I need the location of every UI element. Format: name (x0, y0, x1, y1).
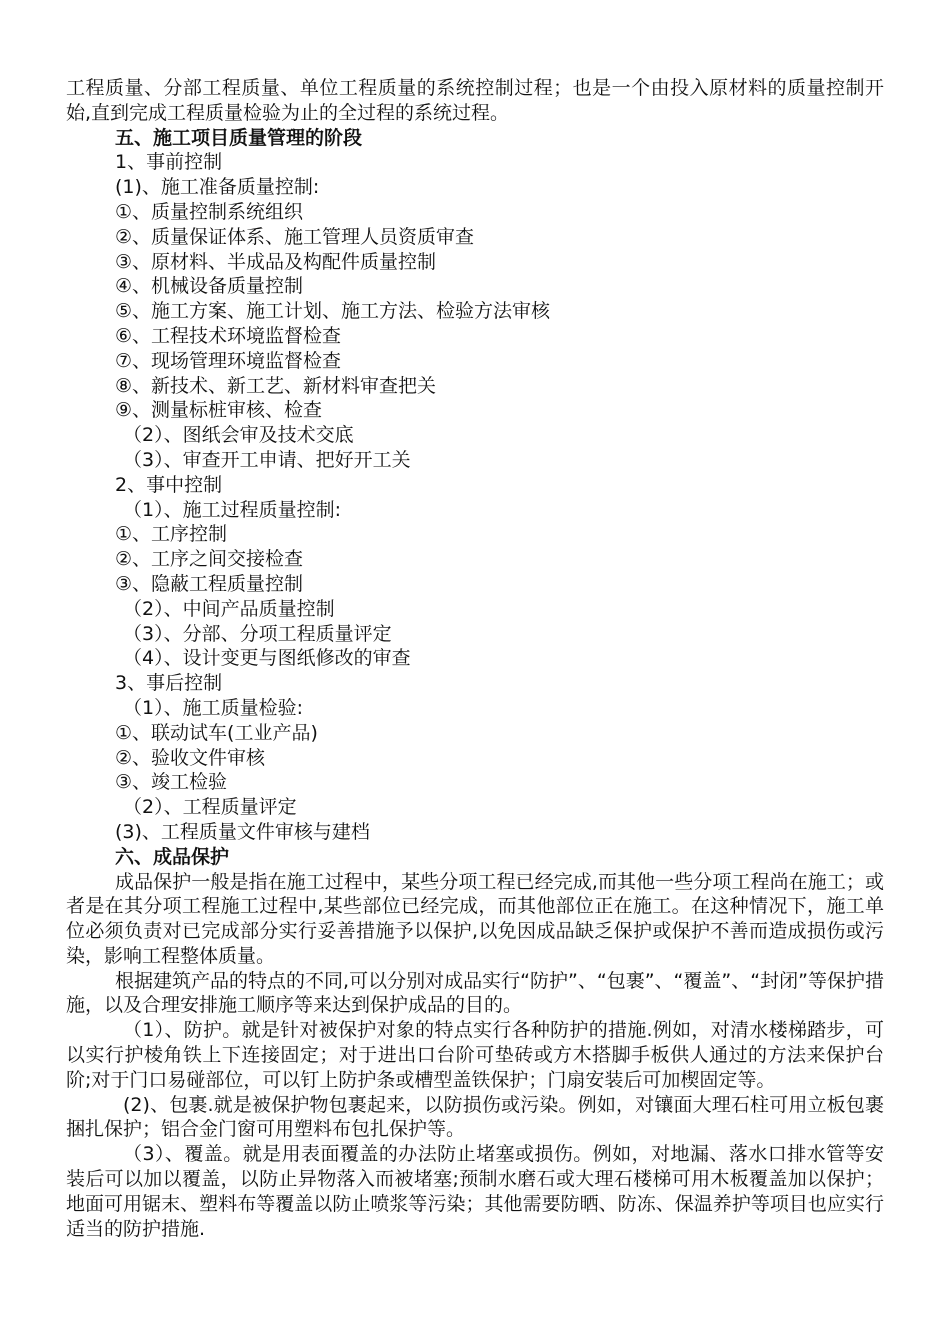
stage-3-sub-3: (3)、工程质量文件审核与建档 (115, 820, 370, 843)
stage-1-item: ②、质量保证体系、施工管理人员资质审查 (115, 225, 475, 248)
section-5-heading: 五、施工项目质量管理的阶段 (115, 126, 363, 149)
stage-2-sub-4: （4）、设计变更与图纸修改的审查 (123, 647, 411, 670)
stage-1-item: ①、质量控制系统组织 (115, 200, 304, 223)
stage-1-heading: 1、事前控制 (115, 151, 223, 174)
stage-1-sub-3: （3）、审查开工申请、把好开工关 (123, 448, 411, 471)
section-6-paragraph-2: 根据建筑产品的特点的不同,可以分别对成品实行“防护”、“包裹”、“覆盖”、“封闭”等保护措施，以及合理安排施工顺序等来达到保护成品的目的。 (66, 969, 884, 1017)
stage-3-sub-2: （2）、工程质量评定 (123, 796, 297, 819)
stage-3-item: ③、竣工检验 (115, 771, 228, 794)
stage-2-sub-3: （3）、分部、分项工程质量评定 (123, 622, 392, 645)
section-6-paragraph-5: （3）、覆盖。就是用表面覆盖的办法防止堵塞或损伤。例如，对地漏、落水口排水管等安装后可以加以覆盖，以防止异物落入而被堵塞;预制水磨石或大理石楼梯可用木板覆盖加以保护；地面可用锯末、塑料布等覆盖以防止喷浆等污染；其他需要防晒、防冻、保温养护等项目也应实行适当的防护措施. (66, 1143, 884, 1240)
stage-2-item: ③、隐蔽工程质量控制 (115, 572, 304, 595)
stage-3-sub-1: （1）、施工质量检验: (123, 696, 303, 719)
stage-1-sub-2: （2）、图纸会审及技术交底 (123, 424, 354, 447)
intro-paragraph: 工程质量、分部工程质量、单位工程质量的系统控制过程；也是一个由投入原材料的质量控制开始,直到完成工程质量检验为止的全过程的系统过程。 (66, 77, 884, 124)
stage-3-item: ①、联动试车(工业产品) (115, 721, 318, 744)
stage-3-heading: 3、事后控制 (115, 672, 223, 695)
stage-1-item: ⑧、新技术、新工艺、新材料审查把关 (115, 374, 437, 397)
document-content (66, 76, 884, 1241)
stage-1-item: ⑥、工程技术环境监督检查 (115, 324, 342, 347)
stage-1-item: ⑦、现场管理环境监督检查 (115, 349, 342, 372)
section-6-heading: 六、成品保护 (115, 845, 230, 868)
stage-1-item: ④、机械设备质量控制 (115, 275, 304, 298)
stage-1-item: ③、原材料、半成品及构配件质量控制 (115, 250, 437, 273)
stage-2-sub-1: （1）、施工过程质量控制: (123, 498, 341, 521)
stage-1-item: ⑤、施工方案、施工计划、施工方法、检验方法审核 (115, 300, 551, 323)
stage-1-sub-1: (1)、施工准备质量控制: (115, 176, 320, 199)
section-6-paragraph-3: （1）、防护。就是针对被保护对象的特点实行各种防护的措施.例如，对清水楼梯踏步，可以实行护棱角铁上下连接固定；对于进出口台阶可垫砖或方木搭脚手板供人通过的方法来保护台阶;对于门口易碰部位，可以钉上防护条或槽型盖铁保护；门扇安装后可加楔固定等。 (66, 1019, 884, 1091)
stage-3-item: ②、验收文件审核 (115, 746, 266, 769)
stage-1-item: ⑨、测量标桩审核、检查 (115, 399, 323, 422)
section-6-paragraph-4: (2)、包裹.就是被保护物包裹起来，以防损伤或污染。例如，对镶面大理石柱可用立板包裹捆扎保护；铝合金门窗可用塑料布包扎保护等。 (66, 1093, 884, 1141)
stage-2-sub-2: （2）、中间产品质量控制 (123, 597, 335, 620)
stage-2-item: ①、工序控制 (115, 523, 228, 546)
stage-2-item: ②、工序之间交接检查 (115, 548, 304, 571)
stage-2-heading: 2、事中控制 (115, 473, 223, 496)
section-6-paragraph-1: 成品保护一般是指在施工过程中，某些分项工程已经完成,而其他一些分项工程尚在施工；或者是在其分项工程施工过程中,某些部位已经完成，而其他部位正在施工。在这种情况下，施工单位必须负责对已完成部分实行妥善措施予以保护,以免因成品缺乏保护或保护不善而造成损伤或污染，影响工程整体质量。 (66, 870, 884, 967)
